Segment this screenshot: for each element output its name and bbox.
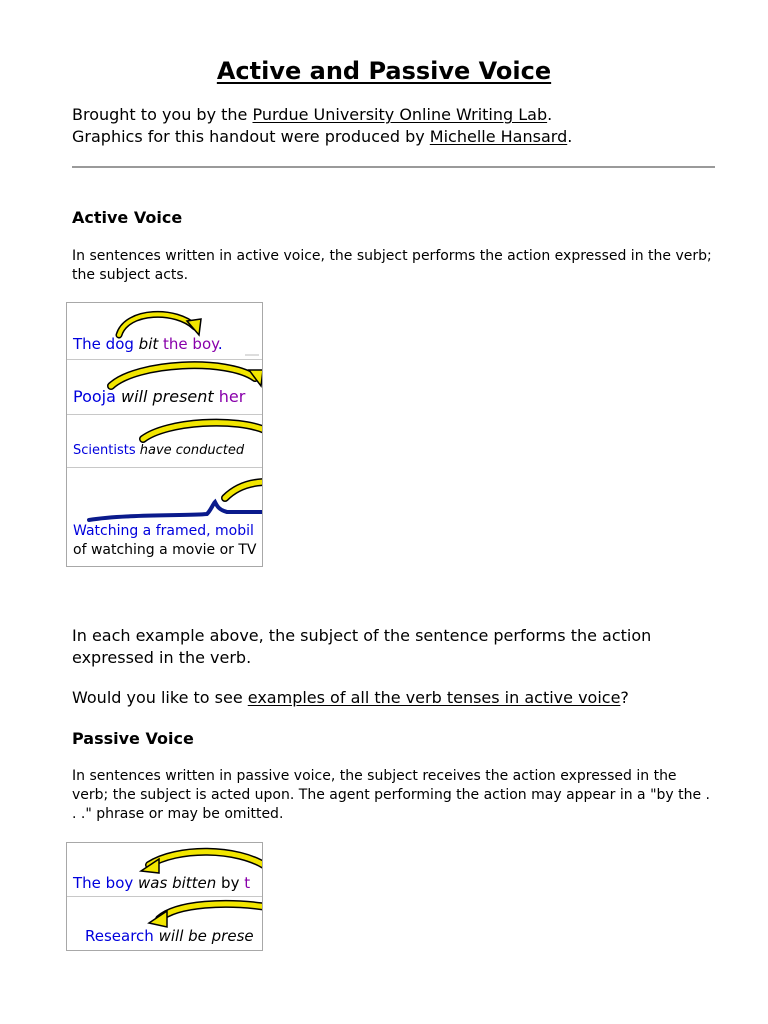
active-example-4 xyxy=(67,468,262,567)
active-voice-heading: Active Voice xyxy=(72,208,183,227)
intro-credits xyxy=(72,104,572,148)
active-voice-question xyxy=(72,687,732,709)
intro-line-2 xyxy=(72,126,572,148)
intro-line-1-prefix: Brought to you by the xyxy=(72,105,253,124)
verb: will be prese xyxy=(158,927,254,945)
by-word: by xyxy=(221,874,240,892)
question-prefix: Would you like to see xyxy=(72,688,248,707)
horizontal-divider xyxy=(72,166,715,168)
intro-line-1 xyxy=(72,104,572,126)
page-title: Active and Passive Voice xyxy=(216,57,552,85)
agent: t xyxy=(244,874,251,892)
passive-sentence-2 xyxy=(85,927,254,945)
active-sentence-1 xyxy=(73,335,223,353)
subject: Research xyxy=(85,927,154,945)
verb: will present xyxy=(121,387,214,406)
passive-sentence-1 xyxy=(73,874,250,892)
arrow-icon xyxy=(67,415,262,467)
intro-line-1-suffix: . xyxy=(547,105,553,124)
active-voice-summary: In each example above, the subject of the sentence performs the action expressed in the verb. xyxy=(72,626,652,667)
passive-example-2 xyxy=(67,897,262,951)
verb: have conducted xyxy=(139,443,245,458)
passive-voice-description: In sentences written in passive voice, the subject receives the action expressed in the verb; the subject is acted upon. The agent performing the action may appear in a "by the . . ." phrase or may be omitted. xyxy=(72,768,711,822)
active-sentence-4 xyxy=(73,522,257,560)
subject: Watching a framed, mobil xyxy=(73,523,254,539)
active-voice-description: In sentences written in active voice, the subject performs the action expressed in the verb; the subject acts. xyxy=(72,248,712,283)
active-voice-figure xyxy=(66,302,263,567)
subject: The dog xyxy=(73,335,134,353)
active-example-1 xyxy=(67,303,262,360)
subject: The boy xyxy=(73,874,134,892)
verb-tenses-active-link[interactable]: examples of all the verb tenses in active voice xyxy=(247,688,621,707)
intro-line-2-prefix: Graphics for this handout were produced by xyxy=(72,127,430,146)
object: the boy xyxy=(163,335,218,353)
author-link[interactable]: Michelle Hansard xyxy=(429,127,568,146)
subject: Pooja xyxy=(73,387,116,406)
question-suffix: ? xyxy=(620,688,629,707)
verb: bit xyxy=(138,335,159,353)
object: her xyxy=(218,387,246,406)
passive-voice-figure xyxy=(66,842,263,951)
active-example-2 xyxy=(67,360,262,415)
sentence-end: . xyxy=(217,335,223,353)
active-sentence-2 xyxy=(73,387,245,406)
subject: Scientists xyxy=(73,443,136,458)
active-sentence-3 xyxy=(73,443,244,458)
passive-voice-heading: Passive Voice xyxy=(72,729,194,748)
verb: was bitten xyxy=(138,874,217,892)
owl-link[interactable]: Purdue University Online Writing Lab xyxy=(252,105,548,124)
passive-example-1 xyxy=(67,843,262,897)
intro-line-2-suffix: . xyxy=(567,127,573,146)
sentence-line-2: of watching a movie or TV xyxy=(73,542,257,558)
active-example-3 xyxy=(67,415,262,468)
